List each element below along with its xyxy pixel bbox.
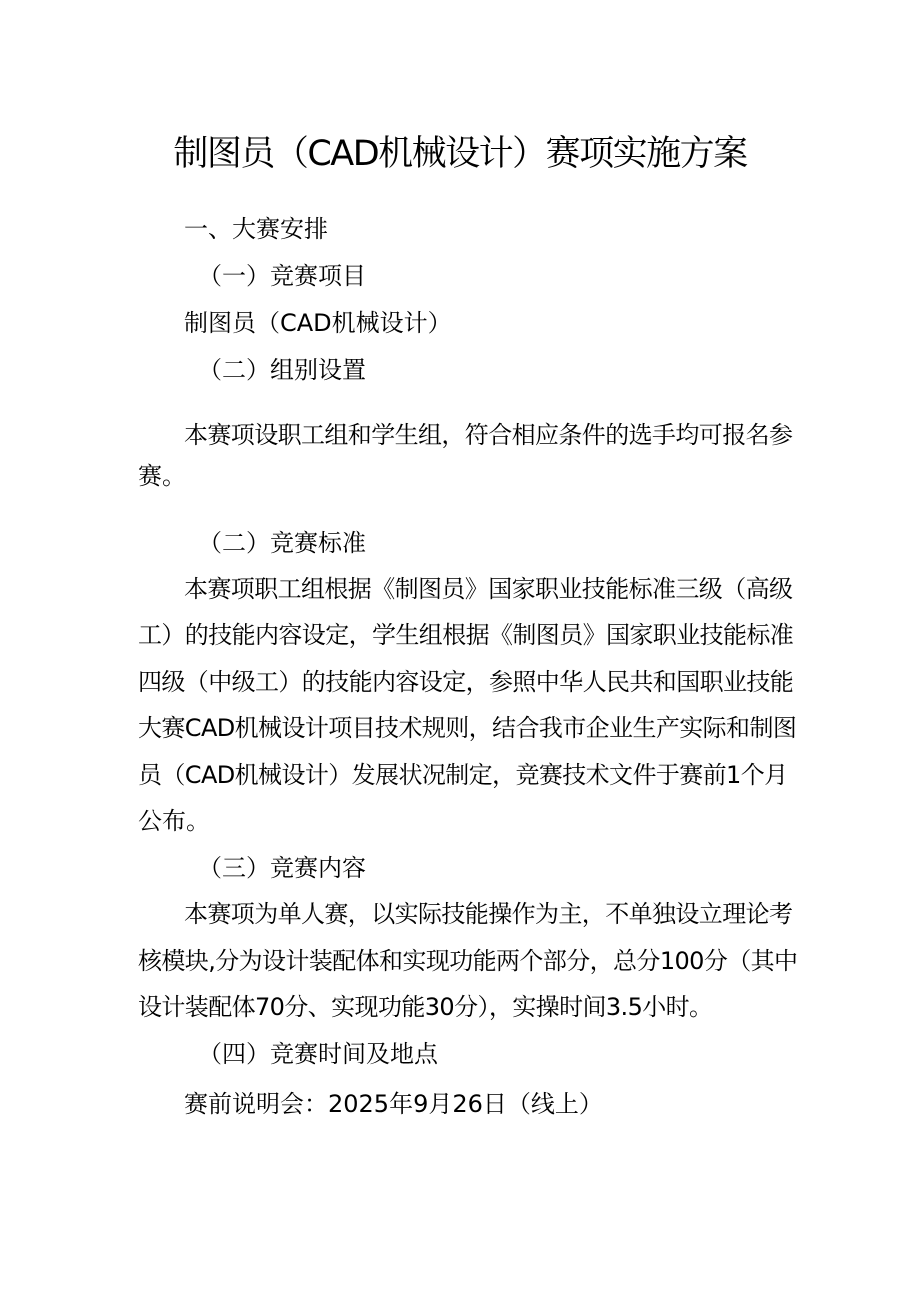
- standard-paragraph-line: 四级（中级工）的技能内容设定，参照中华人民共和国职业技能: [138, 668, 794, 696]
- standard-paragraph-line: 员（CAD机械设计）发展状况制定，竞赛技术文件于赛前1个月: [138, 761, 788, 789]
- subsection-heading-groups: （二）组别设置: [198, 356, 366, 384]
- content-paragraph-line: 设计装配体70分、实现功能30分），实操时间3.5小时。: [138, 993, 713, 1021]
- standard-paragraph-line: 本赛项职工组根据《制图员》国家职业技能标准三级（高级: [184, 575, 793, 603]
- briefing-meeting-text: 赛前说明会：2025年9月26日（线上）: [184, 1090, 603, 1118]
- groups-paragraph-line: 赛。: [138, 462, 186, 490]
- standard-paragraph-line: 大赛CAD机械设计项目技术规则，结合我市企业生产实际和制图: [138, 714, 797, 742]
- standard-paragraph-line: 工）的技能内容设定，学生组根据《制图员》国家职业技能标准: [138, 621, 794, 649]
- subsection-heading-time-location: （四）竞赛时间及地点: [198, 1040, 438, 1068]
- subsection-heading-standard: （二）竞赛标准: [198, 529, 366, 557]
- subsection-heading-project: （一）竞赛项目: [198, 262, 366, 290]
- subsection-heading-content: （三）竞赛内容: [198, 854, 366, 882]
- project-name-text: 制图员（CAD机械设计）: [184, 309, 452, 337]
- section-heading-arrangement: 一、大赛安排: [184, 215, 328, 243]
- content-paragraph-line: 核模块,分为设计装配体和实现功能两个部分，总分100分（其中: [138, 947, 798, 975]
- content-paragraph-line: 本赛项为单人赛，以实际技能操作为主，不单独设立理论考: [184, 900, 793, 928]
- standard-paragraph-line: 公布。: [138, 807, 210, 835]
- document-title: 制图员（CAD机械设计）赛项实施方案: [173, 134, 747, 174]
- groups-paragraph-line: 本赛项设职工组和学生组，符合相应条件的选手均可报名参: [184, 421, 793, 449]
